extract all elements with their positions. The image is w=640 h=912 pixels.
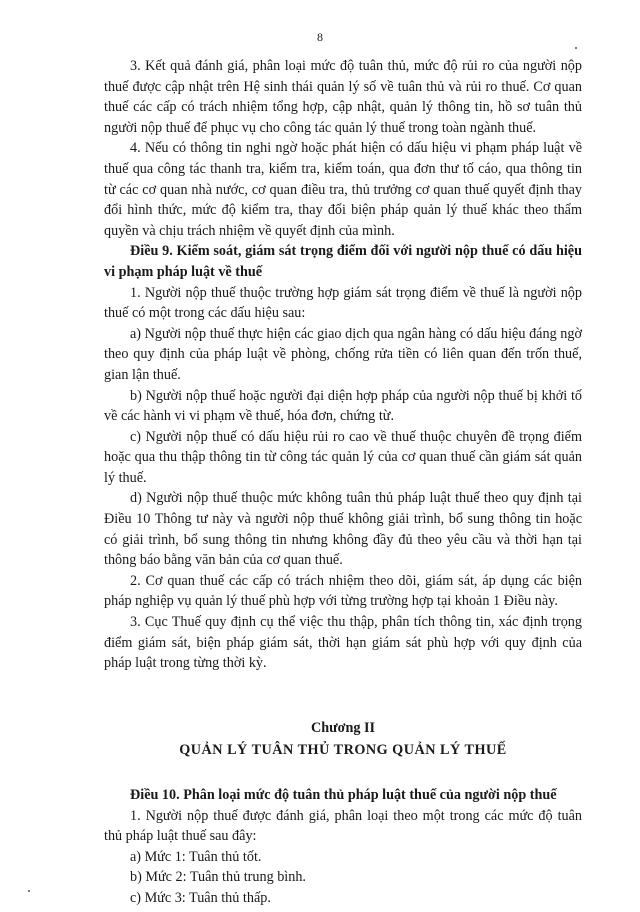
- paragraph-clause-4: 4. Nếu có thông tin nghi ngờ hoặc phát hiện có dấu hiệu vi phạm pháp luật về thuế qua công tác thanh tra, kiểm tra, kiểm toán, qua đơn thư tố cáo, qua thông tin từ các cơ quan nhà nước, cơ quan điều tra, thủ trưởng cơ quan thuế quyết định thay đổi hình thức, mức độ kiểm tra, thay đổi biện pháp quản lý thuế khác theo thẩm quyền và chịu trách nhiệm về quyết định của mình.: [104, 140, 582, 239]
- article-9-title: Điều 9. Kiểm soát, giám sát trọng điểm đối với người nộp thuế có dấu hiệu vi phạm pháp luật về thuế: [104, 243, 582, 280]
- article-9-clause-2: 2. Cơ quan thuế các cấp có trách nhiệm theo dõi, giám sát, áp dụng các biện pháp nghiệp vụ quản lý thuế phù hợp với từng trường hợp tại khoản 1 Điều này.: [104, 572, 582, 610]
- paragraph-clause-3: 3. Kết quả đánh giá, phân loại mức độ tuân thủ, mức độ rủi ro của người nộp thuế được cập nhật trên Hệ sinh thái quản lý số về tuân thủ và rủi ro thuế. Cơ quan thuế các cấp có trách nhiệm tổng hợp, cập nhật, quản lý thông tin, hồ sơ tuân thủ người nộp thuế để phục vụ cho công tác quản lý thuế trong toàn ngành thuế.: [104, 58, 582, 136]
- chapter-title: QUẢN LÝ TUÂN THỦ TRONG QUẢN LÝ THUẾ: [179, 742, 507, 759]
- article-9-clause-1: 1. Người nộp thuế thuộc trường hợp giám sát trọng điểm về thuế là người nộp thuế có một trong các dấu hiệu sau:: [104, 284, 582, 322]
- level-3: c) Mức 3: Tuân thủ thấp.: [130, 889, 271, 906]
- chapter-number: Chương II: [310, 719, 376, 736]
- article-10-clause-1: 1. Người nộp thuế được đánh giá, phân loại theo một trong các mức độ tuân thủ pháp luật thuế sau đây:: [104, 807, 582, 845]
- article-9-clause-3: 3. Cục Thuế quy định cụ thể việc thu thập, phân tích thông tin, xác định trọng điểm giám sát, biện pháp giám sát, thời hạn giám sát phù hợp với quy định của pháp luật trong từng thời kỳ.: [104, 614, 582, 672]
- level-1: a) Mức 1: Tuân thủ tốt.: [130, 848, 262, 865]
- level-2: b) Mức 2: Tuân thủ trung bình.: [130, 869, 306, 886]
- article-9-point-a: a) Người nộp thuế thực hiện các giao dịch qua ngân hàng có dấu hiệu đáng ngờ theo quy định của pháp luật về phòng, chống rửa tiền có liên quan đến trốn thuế, gian lận thuế.: [104, 325, 582, 383]
- document-body: [104, 56, 582, 909]
- scan-speck: [575, 47, 577, 49]
- scan-speck: [28, 890, 30, 892]
- article-10-title: Điều 10. Phân loại mức độ tuân thủ pháp luật thuế của người nộp thuế: [130, 787, 557, 803]
- page-number: 8: [317, 30, 323, 44]
- article-9-point-b: b) Người nộp thuế hoặc người đại diện hợp pháp của người nộp thuế bị khởi tố về các hành vi vi phạm về thuế, hóa đơn, chứng từ.: [104, 387, 582, 425]
- chapter-spacer: [104, 761, 582, 785]
- article-9-point-d: d) Người nộp thuế thuộc mức không tuân thủ pháp luật thuế theo quy định tại Điều 10 Thông tư này và người nộp thuế không giải trình, bổ sung thông tin hoặc có giải trình, bổ sung thông tin nhưng không đầy đủ theo yêu cầu và thời hạn tại thông báo bằng văn bản của cơ quan thuế.: [104, 490, 582, 569]
- article-9-point-c: c) Người nộp thuế có dấu hiệu rủi ro cao về thuế thuộc chuyên đề trọng điểm hoặc qua thu thập thông tin từ công tác quản lý của cơ quan thuế cần giám sát quản lý thuế.: [104, 428, 582, 486]
